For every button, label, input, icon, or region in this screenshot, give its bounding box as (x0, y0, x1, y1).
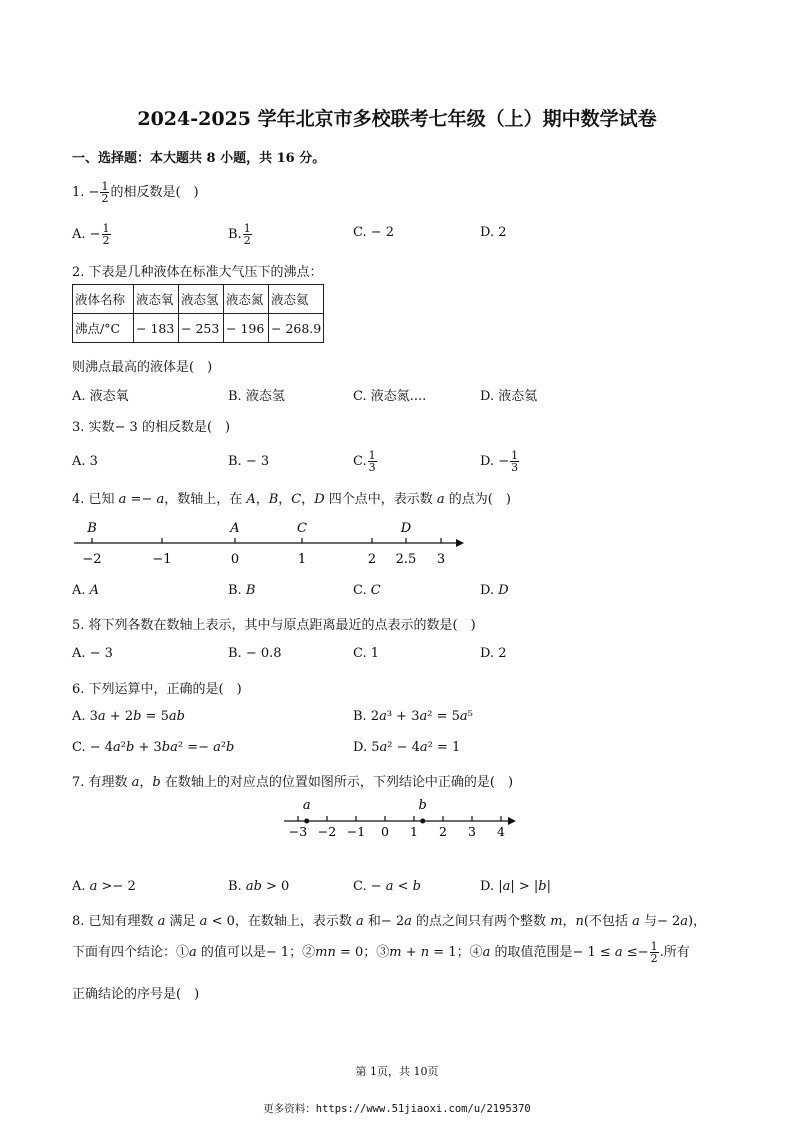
table-cell: 液体名称 (73, 285, 134, 314)
q3-c-den: 3 (368, 461, 376, 474)
question-4-stem: 4. 已知 𝑎 =− 𝑎，数轴上，在 𝐴，𝐵，𝐶，𝐷 四个点中，表示数 𝑎 的点为( ) (72, 492, 511, 507)
point-dot (420, 819, 425, 824)
table-cell: 液态氧 (134, 285, 179, 314)
table-cell: − 253 (179, 314, 224, 343)
q1-option-b[interactable] (228, 223, 253, 246)
tick-label: 0 (381, 824, 389, 839)
q1-b-label: B. (228, 227, 242, 242)
tick-label: −2 (82, 552, 102, 567)
q4-option-d[interactable]: D. 𝐷 (480, 583, 509, 598)
q1-b-fraction (243, 223, 252, 246)
q3-d-fraction (510, 450, 519, 473)
q1-option-c[interactable]: C. − 2 (353, 225, 395, 240)
point-label: D (400, 521, 412, 536)
q1-fraction (100, 181, 109, 204)
point-dot (304, 819, 309, 824)
arrow-icon (508, 817, 516, 825)
resource-link[interactable]: 更多资料：https://www.51jiaoxi.com/u/2195370 (263, 1103, 531, 1115)
q3-c-num: 1 (368, 449, 376, 462)
tick-label: −2 (317, 824, 337, 839)
q3-option-a[interactable]: A. 3 (72, 454, 98, 469)
number-line-q7 (282, 796, 522, 842)
q4-option-a[interactable]: A. 𝐴 (72, 583, 100, 598)
q4-option-b[interactable]: B. 𝐵 (228, 583, 256, 598)
q8-frac-den: 2 (650, 952, 658, 965)
q1-b-num: 1 (243, 222, 251, 235)
q6-option-b[interactable]: B. 2𝑎³ + 3𝑎² = 5𝑎⁵ (353, 709, 473, 724)
point-label: a (302, 798, 311, 813)
point-label: C (297, 521, 307, 536)
q3-d-den: 3 (511, 461, 519, 474)
question-8-line2 (72, 941, 690, 964)
q1-a-num: 1 (102, 222, 110, 235)
page-footer: 第 1页，共 10页 (355, 1065, 439, 1078)
q2-option-c[interactable]: C. 液态氮.... (353, 389, 427, 404)
q1-a-fraction (102, 223, 111, 246)
number-line-q4 (70, 518, 470, 570)
q8-frac-num: 1 (650, 940, 658, 953)
table-cell: − 183 (134, 314, 179, 343)
q3-option-b[interactable]: B. − 3 (228, 454, 270, 469)
q1-frac-num: 1 (101, 180, 109, 193)
q3-c-label: C. (353, 454, 367, 469)
table-header-row (73, 285, 324, 314)
q1-prefix: 1. − (72, 185, 100, 200)
boiling-point-table (72, 284, 324, 343)
tick-label: 0 (230, 552, 240, 567)
question-1-stem (72, 181, 199, 204)
q7-option-b[interactable]: B. 𝑎𝑏 > 0 (228, 879, 290, 894)
tick-label: −3 (288, 824, 308, 839)
q2-option-b[interactable]: B. 液态氢 (228, 389, 285, 404)
question-3-stem: 3. 实数− 3 的相反数是( ) (72, 420, 231, 435)
q2-option-a[interactable]: A. 液态氧 (72, 389, 129, 404)
q1-a-den: 2 (102, 234, 110, 247)
question-2-follow: 则沸点最高的液体是( ) (72, 360, 213, 375)
q8-fraction (650, 941, 659, 964)
q5-option-d[interactable]: D. 2 (480, 646, 507, 661)
page-title: 2024-2025 学年北京市多校联考七年级（上）期中数学试卷 (137, 108, 657, 130)
question-5-stem: 5. 将下列各数在数轴上表示，其中与原点距离最近的点表示的数是( ) (72, 618, 476, 633)
q1-frac-den: 2 (101, 192, 109, 205)
q5-option-c[interactable]: C. 1 (353, 646, 380, 661)
question-8-line1: 8. 已知有理数 𝑎 满足 𝑎 < 0，在数轴上，表示数 𝑎 和− 2𝑎 的点之间只有两个整数 𝑚，𝑛(不包括 𝑎 与− 2𝑎)， (72, 914, 707, 929)
question-8-line3: 正确结论的序号是( ) (72, 987, 200, 1002)
tick-label: 4 (497, 824, 505, 839)
q6-option-c[interactable]: C. − 4𝑎²𝑏 + 3𝑏𝑎² =− 𝑎²𝑏 (72, 740, 235, 755)
question-6-stem: 6. 下列运算中，正确的是( ) (72, 682, 242, 697)
q3-d-label: D. − (480, 454, 510, 469)
q1-option-a[interactable] (72, 223, 112, 246)
tick-label: 3 (436, 552, 446, 567)
table-cell: 液态氢 (179, 285, 224, 314)
q5-option-a[interactable]: A. − 3 (72, 646, 113, 661)
q1-suffix: 的相反数是( ) (110, 185, 199, 200)
tick-label: 3 (468, 824, 476, 839)
question-2-stem: 2. 下表是几种液体在标准大气压下的沸点： (72, 265, 323, 280)
q7-option-d[interactable]: D. |𝑎| > |𝑏| (480, 879, 551, 894)
tick-label: 1 (410, 824, 418, 839)
tick-label: 2 (439, 824, 447, 839)
table-cell: 沸点/°C (73, 314, 134, 343)
tick-label: 2 (367, 552, 377, 567)
q1-a-label: A. − (72, 227, 101, 242)
q8-line2-end: .所有 (659, 945, 690, 960)
table-cell: − 268.9 (269, 314, 324, 343)
point-label: A (230, 521, 240, 536)
tick-label: 2.5 (395, 552, 417, 567)
q2-option-d[interactable]: D. 液态氦 (480, 389, 538, 404)
point-label: B (87, 521, 97, 536)
q7-option-c[interactable]: C. − 𝑎 < 𝑏 (353, 879, 422, 894)
q7-option-a[interactable]: A. 𝑎 >− 2 (72, 879, 136, 894)
q6-option-d[interactable]: D. 5𝑎² − 4𝑎² = 1 (353, 740, 461, 755)
tick-label: −1 (346, 824, 366, 839)
q3-c-fraction (368, 450, 377, 473)
q8-line2-text: 下面有四个结论：①𝑎 的值可以是− 1；②𝑚𝑛 = 0；③𝑚 + 𝑛 = 1；④𝑎 的取值范围是− 1 ≤ 𝑎 ≤− (72, 945, 649, 960)
table-cell: − 196 (224, 314, 269, 343)
q3-option-d[interactable] (480, 450, 520, 473)
q3-option-c[interactable] (353, 450, 378, 473)
q1-b-den: 2 (243, 234, 251, 247)
q6-option-a[interactable]: A. 3𝑎 + 2𝑏 = 5𝑎𝑏 (72, 709, 185, 724)
point-label: b (418, 798, 427, 813)
question-7-stem: 7. 有理数 𝑎，𝑏 在数轴上的对应点的位置如图所示，下列结论中正确的是( ) (72, 775, 514, 790)
table-cell: 液态氮 (224, 285, 269, 314)
table-cell: 液态氦 (269, 285, 324, 314)
table-row (73, 314, 324, 343)
q3-d-num: 1 (511, 449, 519, 462)
tick-label: −1 (152, 552, 172, 567)
q1-option-d[interactable]: D. 2 (480, 225, 507, 240)
q5-option-b[interactable]: B. − 0.8 (228, 646, 282, 661)
q4-option-c[interactable]: C. 𝐶 (353, 583, 381, 598)
tick-label: 1 (297, 552, 307, 567)
arrow-icon (456, 539, 464, 547)
section-heading: 一、选择题：本大题共 8 小题，共 16 分。 (72, 151, 326, 166)
